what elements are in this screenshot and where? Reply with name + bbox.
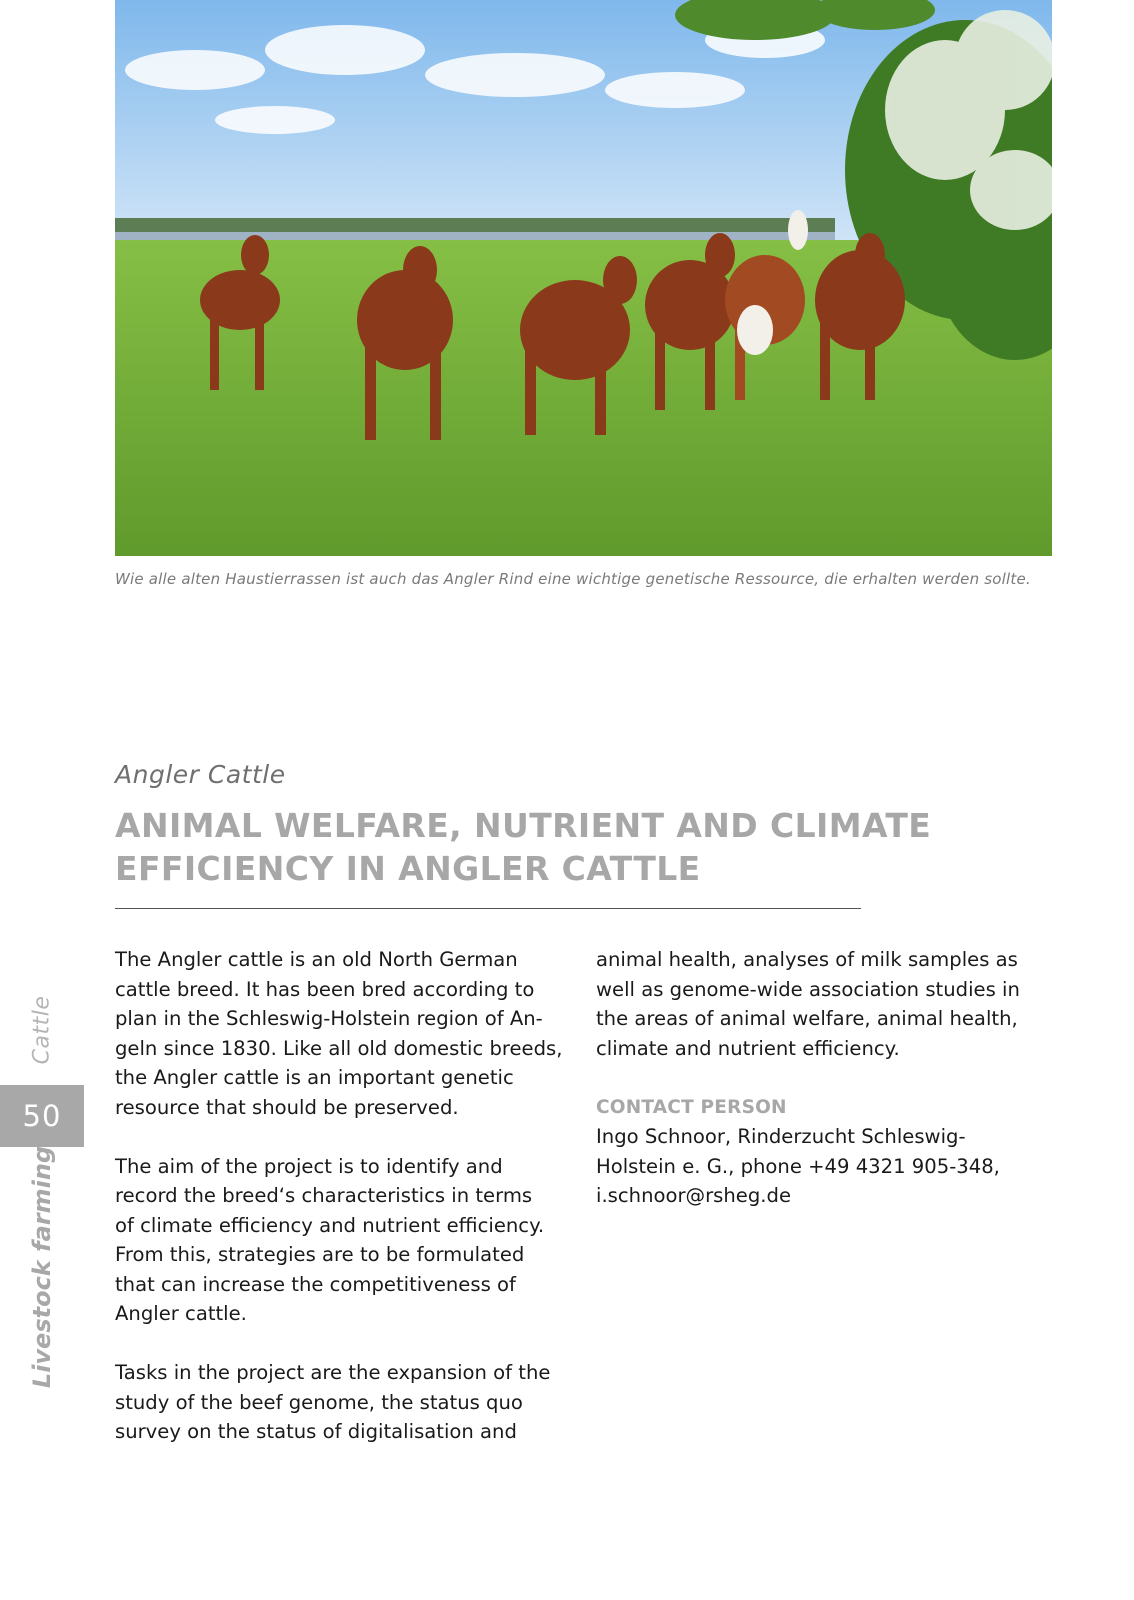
contact-line: Ingo Schnoor, Rinderzucht Schleswig-: [596, 1125, 966, 1148]
photo-caption: Wie alle alten Haustierrassen ist auch das Angler Rind eine wichtige genetische Ressource, die erhalten werden sollte.: [115, 570, 1031, 588]
body-column-left: [115, 945, 570, 1476]
body-line: The aim of the project is to identify and: [115, 1154, 503, 1178]
body-line: study of the beef genome, the status quo: [115, 1390, 523, 1414]
chapter-label: [0, 1145, 84, 1389]
body-line: record the breed‘s characteristics in terms: [115, 1184, 533, 1207]
body-paragraph: [115, 945, 570, 1122]
section-label: [0, 960, 84, 1090]
body-line: the areas of animal welfare, animal health,: [596, 1007, 1018, 1030]
body-line: animal health, analyses of milk samples as: [596, 948, 1018, 971]
body-column-right: [596, 945, 1046, 1211]
contact-block: [596, 1093, 1046, 1211]
body-line: plan in the Schleswig-Holstein region of An-: [115, 1007, 543, 1030]
contact-heading: CONTACT PERSON: [596, 1096, 787, 1118]
body-paragraph: [115, 1152, 570, 1329]
title-divider: [115, 908, 861, 909]
body-line: the Angler cattle is an important genetic: [115, 1066, 514, 1089]
contact-line: Holstein e. G., phone +49 4321 905-348,: [596, 1154, 1000, 1178]
contact-email[interactable]: i.schnoor@rsheg.de: [596, 1184, 792, 1207]
body-line: Angler cattle.: [115, 1302, 247, 1325]
body-line: The Angler cattle is an old North German: [115, 948, 518, 971]
section-label-text: Cattle: [29, 995, 55, 1065]
article-subtitle: Angler Cattle: [115, 760, 286, 789]
article-title: [115, 804, 932, 890]
body-line: survey on the status of digitalisation and: [115, 1420, 517, 1443]
body-line: From this, strategies are to be formulated: [115, 1243, 525, 1266]
body-paragraph: [596, 945, 1046, 1063]
body-paragraph: [115, 1358, 570, 1447]
chapter-label-text: Livestock farming: [28, 1145, 56, 1389]
cattle-photo-illustration: [115, 0, 1052, 556]
body-line: well as genome-wide association studies in: [596, 977, 1020, 1001]
body-line: that can increase the competitiveness of: [115, 1272, 516, 1296]
body-line: of climate efficiency and nutrient efficiency.: [115, 1213, 545, 1237]
title-line: EFFICIENCY IN ANGLER CATTLE: [115, 849, 701, 888]
page-number: 50: [0, 1085, 84, 1147]
title-line: ANIMAL WELFARE, NUTRIENT AND CLIMATE: [115, 806, 932, 845]
body-line: resource that should be preserved.: [115, 1095, 459, 1119]
body-line: Tasks in the project are the expansion of the: [115, 1361, 551, 1384]
body-line: geln since 1830. Like all old domestic breeds,: [115, 1036, 563, 1060]
body-line: climate and nutrient efficiency.: [596, 1036, 900, 1060]
cattle-photo: [115, 0, 1052, 556]
body-line: cattle breed. It has been bred according to: [115, 977, 535, 1001]
